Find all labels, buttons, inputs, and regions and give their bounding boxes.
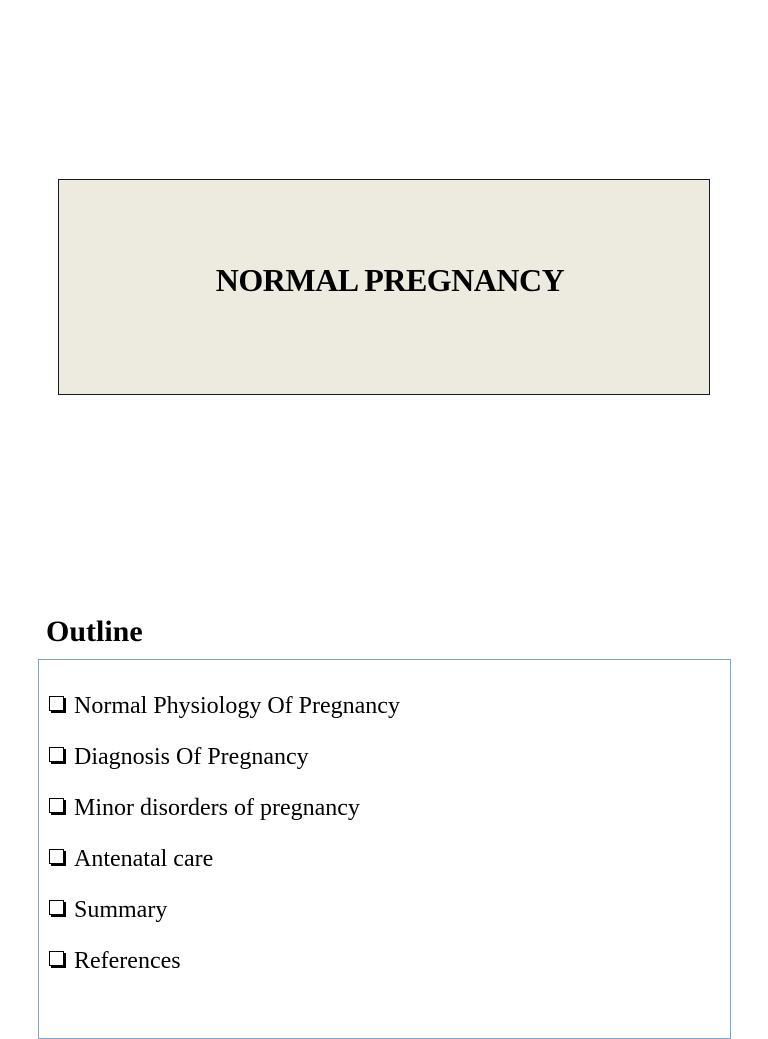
outline-list xyxy=(49,680,400,986)
outline-heading: Outline xyxy=(46,615,143,648)
list-item xyxy=(49,731,400,782)
page-title: NORMAL PREGNANCY xyxy=(215,261,565,298)
list-item xyxy=(49,782,400,833)
list-item-label: Antenatal care xyxy=(74,845,214,872)
checkbox-icon xyxy=(49,798,64,813)
outline-box xyxy=(38,659,731,1039)
list-item-label: References xyxy=(74,947,181,974)
checkbox-icon xyxy=(49,696,64,711)
list-item-label: Diagnosis Of Pregnancy xyxy=(74,743,309,770)
list-item xyxy=(49,680,400,731)
list-item xyxy=(49,935,400,986)
list-item xyxy=(49,884,400,935)
checkbox-icon xyxy=(49,849,64,864)
title-slide-box xyxy=(58,179,710,395)
list-item-label: Summary xyxy=(74,896,168,923)
list-item xyxy=(49,833,400,884)
checkbox-icon xyxy=(49,900,64,915)
checkbox-icon xyxy=(49,747,64,762)
list-item-label: Minor disorders of pregnancy xyxy=(74,794,360,821)
checkbox-icon xyxy=(49,951,64,966)
list-item-label: Normal Physiology Of Pregnancy xyxy=(74,692,400,719)
